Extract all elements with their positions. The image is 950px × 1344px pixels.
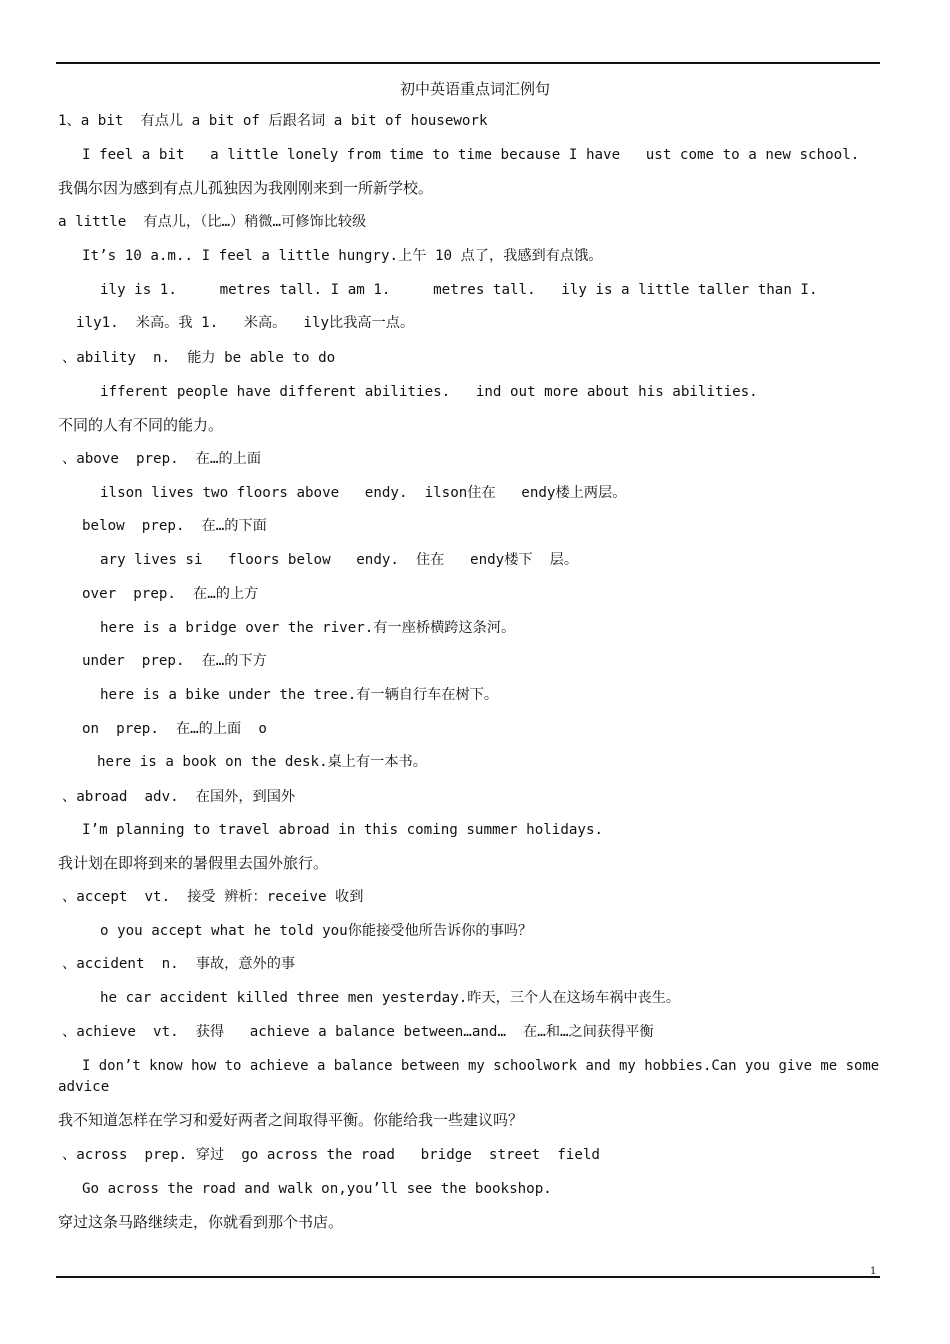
text-line: I’m planning to travel abroad in this coming summer holidays.	[82, 822, 604, 838]
text-line: 我计划在即将到来的暑假里去国外旅行。	[58, 854, 329, 872]
text-line: he car accident killed three men yesterday.昨天，三个人在这场车祸中丧生。	[100, 990, 681, 1006]
text-line: below prep. 在…的下面	[82, 518, 267, 534]
text-line: a little 有点儿，（比…）稍微…可修饰比较级	[58, 214, 367, 230]
text-line: on prep. 在…的上面 o	[82, 721, 267, 737]
text-line: ilson lives two floors above endy. ilson住在 endy楼上两层。	[100, 485, 627, 501]
text-line: 、abroad adv. 在国外，到国外	[62, 789, 296, 805]
text-line: 、accept vt. 接受 辨析：receive 收到	[62, 889, 364, 905]
text-line: here is a book on the desk.桌上有一本书。	[97, 754, 427, 770]
document-title: 初中英语重点词汇例句	[399, 80, 550, 98]
text-line: 、ability n. 能力 be able to do	[62, 350, 336, 366]
text-line: here is a bridge over the river.有一座桥横跨这条河。	[100, 620, 516, 636]
text-line: ily is 1. metres tall. I am 1. metres tall. ily is a little taller than I.	[100, 282, 818, 298]
text-line: I don’t know how to achieve a balance between my schoolwork and my hobbies.Can you give me some	[82, 1058, 880, 1074]
text-line: under prep. 在…的下方	[82, 653, 267, 669]
text-line: 不同的人有不同的能力。	[58, 416, 224, 434]
page-number: 1	[870, 1266, 877, 1277]
text-line: ifferent people have different abilities. ind out more about his abilities.	[100, 384, 758, 400]
text-line: Go across the road and walk on,you’ll see the bookshop.	[82, 1181, 552, 1197]
text-line: 、accident n. 事故，意外的事	[62, 956, 296, 972]
header-rule	[56, 62, 880, 64]
text-line: advice	[58, 1079, 110, 1095]
text-line: ary lives si floors below endy. 住在 endy楼下 层。	[100, 552, 579, 568]
text-line: over prep. 在…的上方	[82, 586, 259, 602]
text-line: 我不知道怎样在学习和爱好两者之间取得平衡。你能给我一些建议吗？	[58, 1111, 524, 1129]
text-line: 、above prep. 在…的上面	[62, 451, 262, 467]
text-line: 我偶尔因为感到有点儿孤独因为我刚刚来到一所新学校。	[58, 179, 434, 197]
text-line: It’s 10 a.m.. I feel a little hungry.上午 10 点了，我感到有点饿。	[82, 248, 603, 264]
text-line: ily1. 米高。我 1. 米高。 ily比我高一点。	[76, 315, 415, 331]
text-line: 、achieve vt. 获得 achieve a balance between…and… 在…和…之间获得平衡	[62, 1024, 654, 1040]
text-line: 穿过这条马路继续走，你就看到那个书店。	[58, 1213, 344, 1231]
text-line: 1、a bit 有点儿 a bit of 后跟名词 a bit of housework	[58, 113, 488, 129]
text-line: I feel a bit a little lonely from time to time because I have ust come to a new school.	[82, 147, 860, 163]
text-line: here is a bike under the tree.有一辆自行车在树下。	[100, 687, 499, 703]
text-line: 、across prep. 穿过 go across the road bridge street field	[62, 1147, 600, 1163]
footer-rule	[56, 1276, 880, 1278]
text-line: o you accept what he told you你能接受他所告诉你的事吗？	[100, 923, 533, 939]
